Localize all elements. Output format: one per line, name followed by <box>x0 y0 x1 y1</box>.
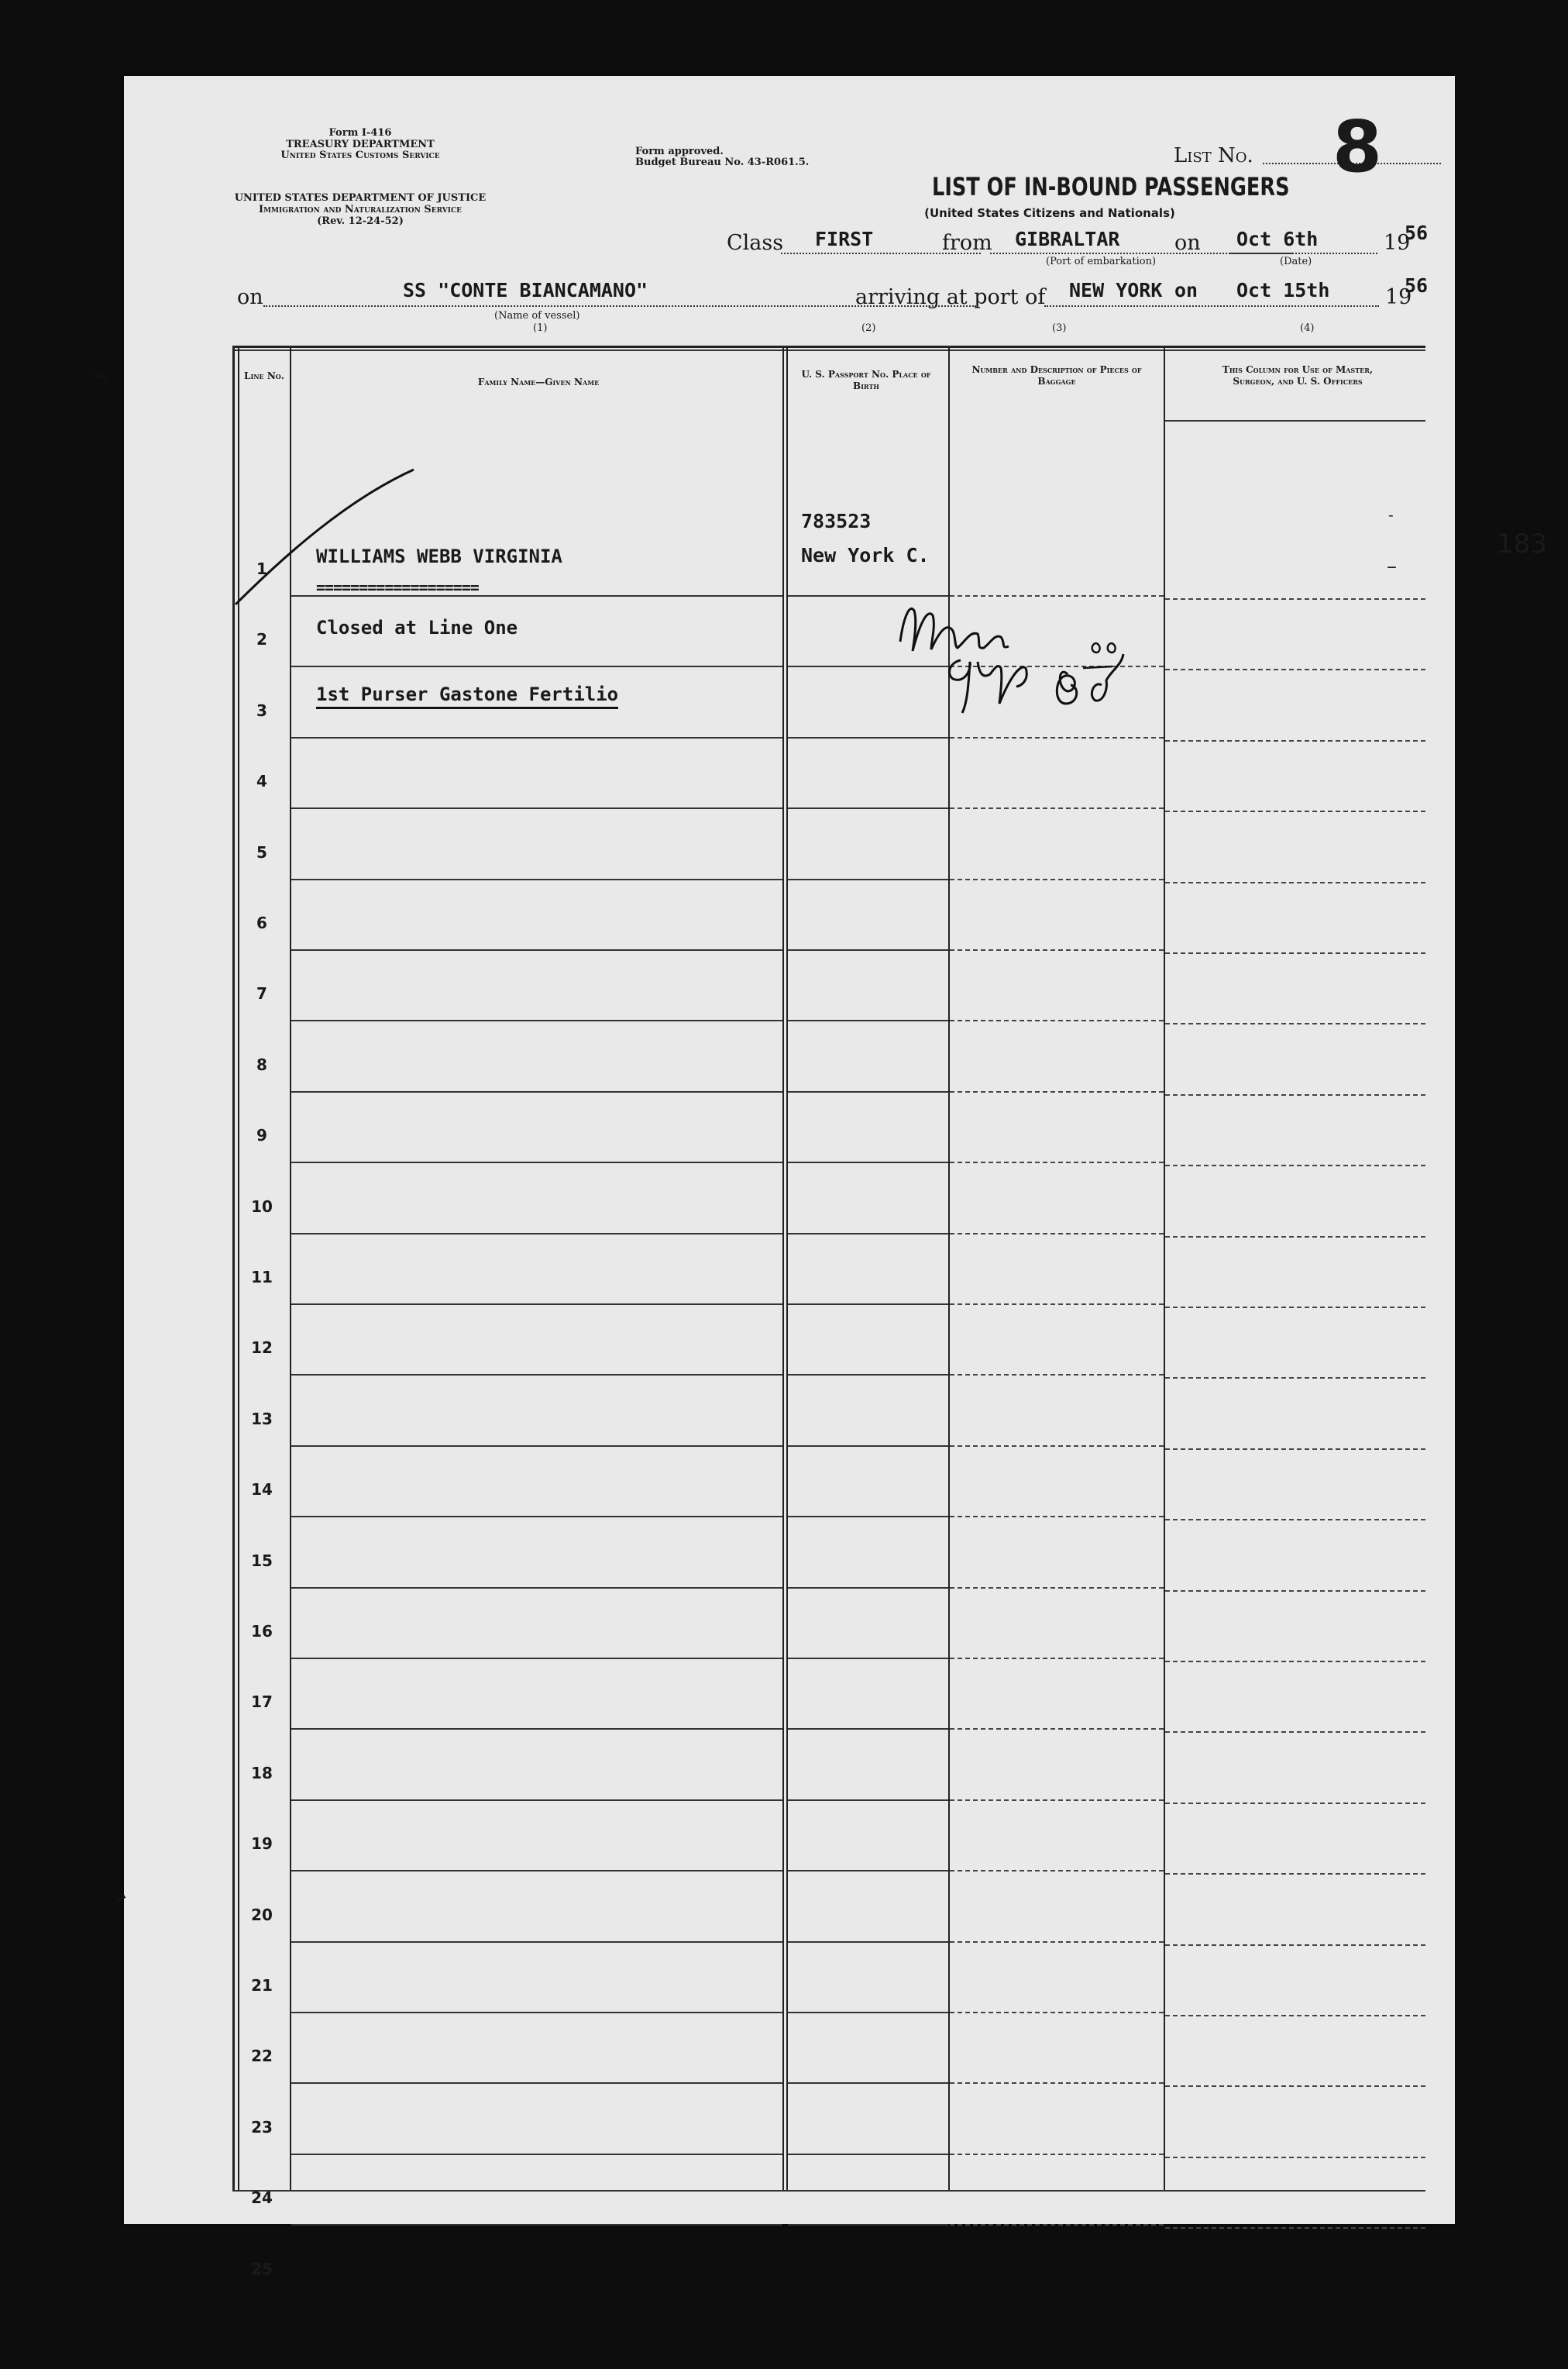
row-rule <box>291 737 782 739</box>
budget-bureau: Budget Bureau No. 43-R061.5. <box>635 157 810 168</box>
form-approved: Form approved. <box>635 146 724 157</box>
row-rule <box>291 1233 782 1234</box>
header-baggage: Number and Description of Pieces of Baggage <box>971 364 1142 387</box>
row-rule <box>1165 882 1425 883</box>
row-rule <box>1165 1377 1425 1379</box>
table-bottom-rule <box>232 2190 1425 2192</box>
row-number: 15 <box>251 1551 273 1570</box>
row1-passport: 783523 <box>801 510 872 532</box>
row-rule <box>291 2082 782 2084</box>
row-number: 25 <box>251 2259 273 2278</box>
row-number: 9 <box>256 1126 267 1145</box>
list-no-label: List No. <box>1174 144 1253 167</box>
row-rule <box>788 1374 948 1376</box>
row-number: 3 <box>256 701 267 720</box>
row-rule <box>1165 1873 1425 1875</box>
form-subtitle: (United States Citizens and Nationals) <box>924 206 1175 220</box>
row-rule <box>788 1799 948 1801</box>
row-rule <box>950 1020 1164 1021</box>
row-number: 2 <box>256 630 267 649</box>
arriving-label: arriving at port of <box>855 285 1046 309</box>
row-rule <box>291 666 782 667</box>
row-rule <box>950 1091 1164 1093</box>
row-number: 19 <box>251 1834 273 1854</box>
row-number: 23 <box>251 2117 273 2137</box>
row-rule <box>950 1516 1164 1517</box>
row-rule <box>1165 811 1425 812</box>
row-rule <box>950 2082 1164 2084</box>
form-revision: (Rev. 12-24-52) <box>317 215 404 227</box>
row-rule <box>291 1303 782 1305</box>
row-rule <box>950 1445 1164 1447</box>
row-rule <box>788 1445 948 1447</box>
row-rule <box>788 1516 948 1517</box>
row-rule <box>291 1516 782 1517</box>
arrival-year: 56 <box>1405 274 1429 297</box>
row-number: 20 <box>251 1905 273 1924</box>
row-rule <box>291 1091 782 1093</box>
row-number: 8 <box>256 1055 267 1074</box>
from-port: GIBRALTAR <box>1015 228 1120 250</box>
row-number: 14 <box>251 1480 273 1500</box>
row-rule <box>1165 1094 1425 1096</box>
row-rule <box>1165 1519 1425 1520</box>
header-line-no: Line No. <box>244 370 284 381</box>
row-rule <box>950 1587 1164 1589</box>
departure-date: Oct 6th <box>1236 228 1319 250</box>
row-rule <box>788 2012 948 2013</box>
row-rule <box>950 879 1164 880</box>
row-number: 16 <box>251 1622 273 1641</box>
row-rule <box>788 1303 948 1305</box>
date-caption: (Date) <box>1280 256 1312 267</box>
header-name: Family Name—Given Name <box>477 377 600 387</box>
row1-officer-number: 183 <box>1497 529 1547 560</box>
row-rule <box>1165 1731 1425 1733</box>
row-rule <box>291 1941 782 1943</box>
ins: Immigration and Naturalization Service <box>258 204 462 215</box>
row-rule <box>950 1728 1164 1730</box>
row-number: 11 <box>251 1268 273 1286</box>
row-rule <box>291 1587 782 1589</box>
caption-1: (1) <box>533 322 548 334</box>
row-rule <box>788 1941 948 1943</box>
row-rule <box>950 1658 1164 1659</box>
header-officers: This Column for Use of Master, Surgeon, and U. S. Officers <box>1222 364 1374 387</box>
list-number: 8 <box>1332 105 1383 188</box>
row-rule <box>950 1799 1164 1801</box>
passenger-table: Line No. Family Name—Given Name U. S. Passport No. Place of Birth Number and Description of Pieces of Baggage This Column for Use of Master, Surgeon, and U. S. Officers 1 2 3 4 5 6 7 8 9 10 11 12 13 14 15 16 17 18 19 20 21 22 23 24 25 WILLIAMS WEBB VIRGINIA =================== 783523 New York C. 183 - – Closed at Line One 1st Purser Gastone Fertilio <box>232 346 1425 2192</box>
row-rule <box>788 2224 948 2226</box>
row-rule <box>950 1374 1164 1376</box>
row-number: 1 <box>256 560 267 578</box>
row-rule <box>291 1658 782 1659</box>
row-rule <box>788 1162 948 1163</box>
row-rule <box>291 879 782 880</box>
row-rule <box>291 1728 782 1730</box>
row-rule <box>788 2082 948 2084</box>
row-rule <box>788 1870 948 1871</box>
form-number: Form I-416 <box>328 127 392 139</box>
row-rule <box>788 1233 948 1234</box>
row-rule <box>1165 2015 1425 2016</box>
row-number: 7 <box>256 984 267 1004</box>
row-rule <box>1165 1590 1425 1592</box>
row-rule <box>291 1870 782 1871</box>
row-rule <box>1165 740 1425 742</box>
row-rule <box>291 1374 782 1376</box>
row-rule <box>1165 1165 1425 1166</box>
row-rule <box>1165 952 1425 954</box>
handwritten-signature <box>892 587 1171 742</box>
row2-text: Closed at Line One <box>316 617 518 639</box>
row-rule <box>291 1020 782 1021</box>
caption-2: (2) <box>861 322 876 334</box>
on-vessel-label: on <box>237 285 263 309</box>
row-rule <box>291 807 782 809</box>
on-arrival-label: on <box>1174 279 1198 301</box>
from-label: from <box>942 231 992 255</box>
row3-text: 1st Purser Gastone Fertilio <box>316 683 618 709</box>
row-rule <box>291 949 782 951</box>
port-caption: (Port of embarkation) <box>1046 256 1157 267</box>
row-rule <box>788 807 948 809</box>
row-rule <box>950 1941 1164 1943</box>
row-rule <box>1165 1944 1425 1946</box>
row-rule <box>950 2224 1164 2226</box>
row-rule <box>1165 2227 1425 2229</box>
form-title: LIST OF IN-BOUND PASSENGERS <box>932 172 1290 201</box>
row-rule <box>788 1587 948 1589</box>
row-rule <box>788 1728 948 1730</box>
year-prefix: 19 <box>1384 231 1411 255</box>
margin-mark <box>93 374 107 380</box>
row-rule <box>1165 1448 1425 1450</box>
row-rule <box>950 1303 1164 1305</box>
row-rule <box>291 2012 782 2013</box>
row-rule <box>1165 1661 1425 1662</box>
row-rule <box>950 1162 1164 1163</box>
departure-year: 56 <box>1405 222 1429 244</box>
row-rule <box>291 2154 782 2155</box>
row-rule <box>950 807 1164 809</box>
row-rule <box>788 1658 948 1659</box>
row-rule <box>1165 1023 1425 1024</box>
row-rule <box>950 2154 1164 2155</box>
year-prefix-2: 19 <box>1385 285 1412 309</box>
row-rule <box>788 1020 948 1021</box>
row-rule <box>291 1445 782 1447</box>
row-number: 22 <box>251 2047 273 2066</box>
row-rule <box>950 2012 1164 2013</box>
row1-separator: =================== <box>316 578 479 597</box>
row-number: 4 <box>256 772 267 791</box>
caption-3: (3) <box>1052 322 1067 334</box>
row-rule <box>950 949 1164 951</box>
class-value: FIRST <box>815 228 874 250</box>
row-rule <box>1165 2085 1425 2087</box>
row-number: 12 <box>251 1338 273 1358</box>
treasury-dept: TREASURY DEPARTMENT <box>286 139 435 150</box>
customs-service: United States Customs Service <box>280 150 440 161</box>
row-number: 5 <box>256 842 267 862</box>
caption-4: (4) <box>1300 322 1315 334</box>
row-rule <box>950 1233 1164 1234</box>
row-number: 17 <box>251 1692 273 1712</box>
vessel-caption: (Name of vessel) <box>494 310 580 322</box>
document-page <box>124 76 1547 2278</box>
row-rule <box>788 1091 948 1093</box>
row-number: 13 <box>251 1409 273 1428</box>
row-rule <box>1165 1307 1425 1308</box>
row-rule <box>291 1799 782 1801</box>
row1-name: WILLIAMS WEBB VIRGINIA <box>316 546 562 567</box>
row-number: 18 <box>251 1763 273 1782</box>
row-rule <box>1165 669 1425 670</box>
justice-dept: UNITED STATES DEPARTMENT OF JUSTICE <box>234 192 487 204</box>
class-label: Class <box>727 231 784 255</box>
row-rule <box>1165 1236 1425 1238</box>
arrival-date: Oct 15th <box>1236 279 1330 301</box>
row-rule <box>788 949 948 951</box>
on-label: on <box>1174 231 1201 255</box>
row-rule <box>788 879 948 880</box>
row-rule <box>1165 1803 1425 1804</box>
row-rule <box>1165 2157 1425 2158</box>
row-number: 10 <box>251 1197 273 1216</box>
row-rule <box>1165 598 1425 600</box>
header-passport: U. S. Passport No. Place of Birth <box>801 369 931 391</box>
margin-mark <box>116 1895 126 1902</box>
vessel-name: SS "CONTE BIANCAMANO" <box>403 279 648 301</box>
row-rule <box>950 1870 1164 1871</box>
row-rule <box>788 2154 948 2155</box>
row-rule <box>291 1162 782 1163</box>
row-number: 21 <box>251 1976 273 1995</box>
row1-birthplace: New York C. <box>801 544 930 566</box>
row-rule <box>291 2224 782 2226</box>
row-number: 24 <box>251 2188 273 2208</box>
row-number: 6 <box>256 914 267 932</box>
arrival-port: NEW YORK <box>1069 279 1163 301</box>
